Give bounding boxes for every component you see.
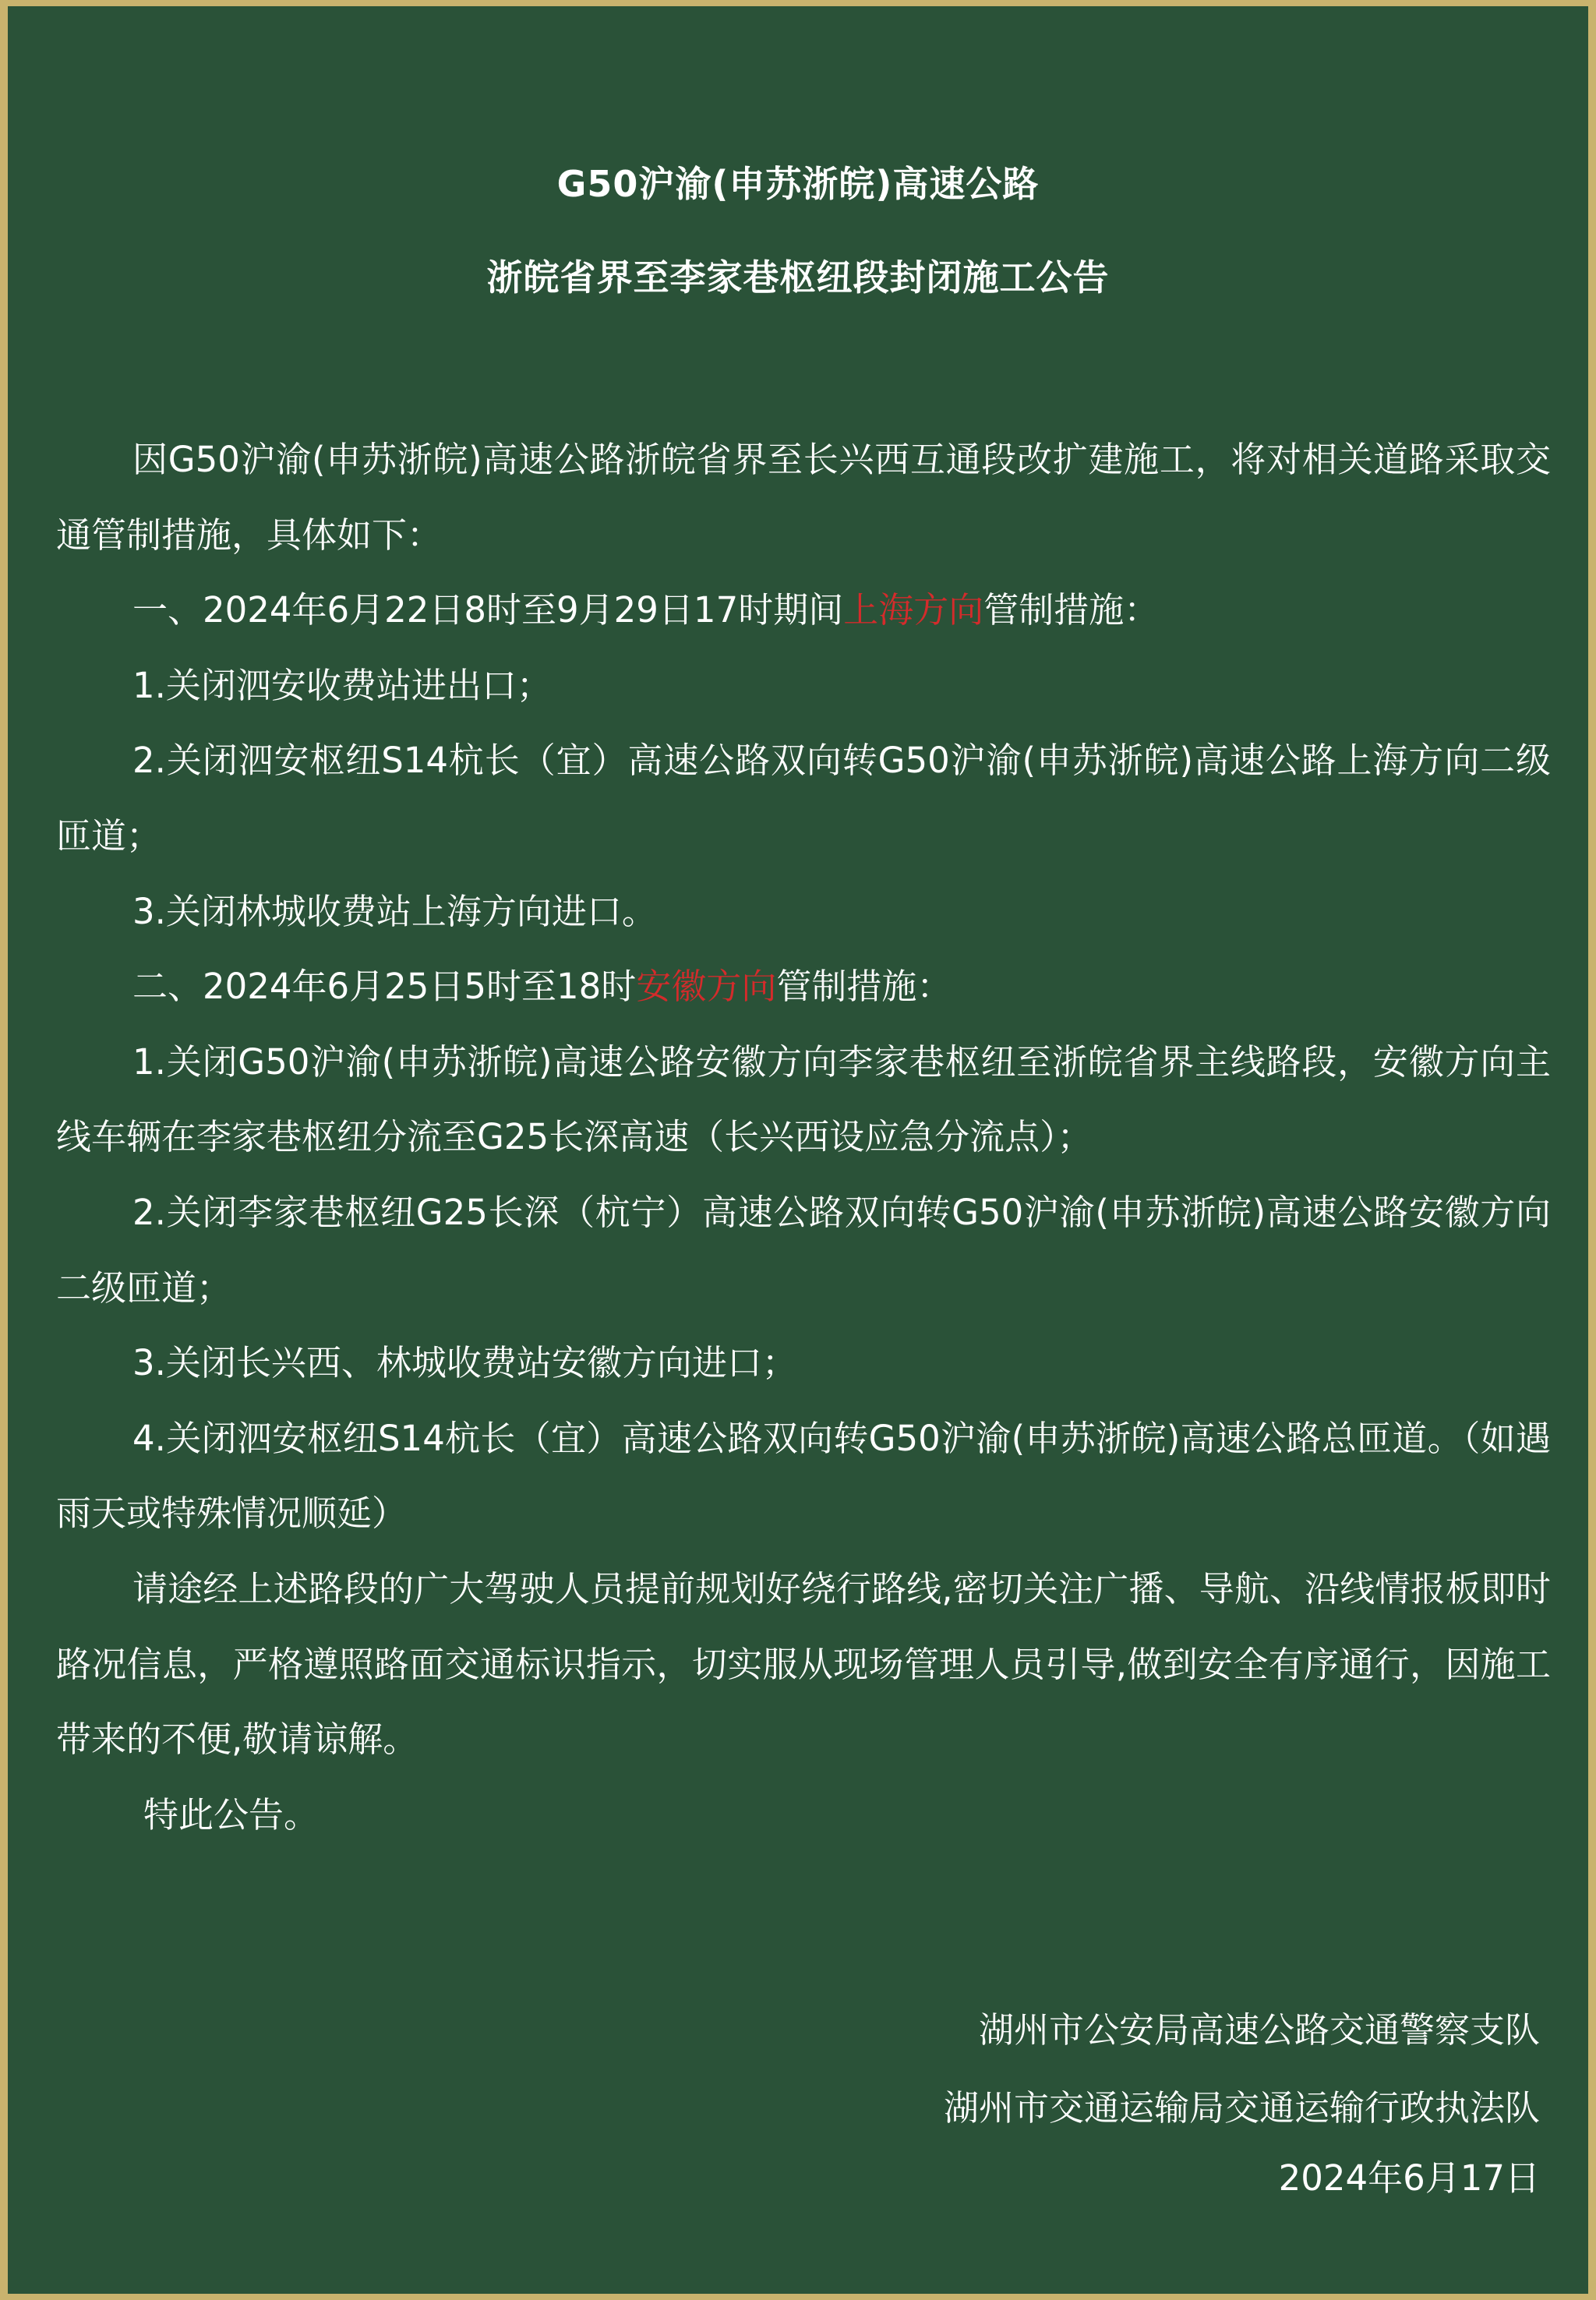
section-2-date: 二、2024年6月25日5时至18时 xyxy=(132,966,637,1008)
section-1-suffix: 管制措施： xyxy=(983,589,1160,631)
notice-subtitle: 浙皖省界至李家巷枢纽段封闭施工公告 xyxy=(486,256,1110,299)
section-2-item: 1.关闭G50沪渝(申苏浙皖)高速公路安徽方向李家巷枢纽至浙皖省界主线路段，安徽方向主线车辆在李家巷枢纽分流至G25长深高速（长兴西设应急分流点）； xyxy=(56,1040,1551,1158)
section-2-direction: 安徽方向 xyxy=(636,966,777,1008)
section-1-direction: 上海方向 xyxy=(843,589,984,631)
notice-body xyxy=(56,422,1551,1853)
section-1-item: 1.关闭泗安收费站进出口； xyxy=(132,664,552,706)
intro-paragraph: 因G50沪渝(申苏浙皖)高速公路浙皖省界至长兴西互通段改扩建施工，将对相关道路采取交通管制措施，具体如下： xyxy=(56,439,1551,556)
signature-date: 2024年6月17日 xyxy=(1278,2157,1540,2199)
signature-org-police: 湖州市公安局高速公路交通警察支队 xyxy=(978,2009,1540,2051)
section-1-date: 一、2024年6月22日8时至9月29日17时期间 xyxy=(132,589,844,631)
section-1-item: 2.关闭泗安枢纽S14杭长（宜）高速公路双向转G50沪渝(申苏浙皖)高速公路上海方向二级匝道； xyxy=(56,740,1551,857)
closing-paragraph: 请途经上述路段的广大驾驶人员提前规划好绕行路线,密切关注广播、导航、沿线情报板即时路况信息，严格遵照路面交通标识指示，切实服从现场管理人员引导,做到安全有序通行，因施工带来的不便,敬请谅解。 xyxy=(56,1567,1551,1761)
notice-end: 特此公告。 xyxy=(143,1793,320,1835)
section-2-suffix: 管制措施： xyxy=(776,966,952,1008)
section-2-heading xyxy=(56,949,1551,1025)
section-2-item: 4.关闭泗安枢纽S14杭长（宜）高速公路双向转G50沪渝(申苏浙皖)高速公路总匝道。（如遇雨天或特殊情况顺延） xyxy=(56,1417,1551,1535)
notice-board xyxy=(8,6,1588,2294)
section-1-heading xyxy=(56,573,1551,648)
section-2-item: 3.关闭长兴西、林城收费站安徽方向进口； xyxy=(132,1342,797,1384)
section-2-item: 2.关闭李家巷枢纽G25长深（杭宁）高速公路双向转G50沪渝(申苏浙皖)高速公路安徽方向二级匝道； xyxy=(56,1191,1551,1309)
signature-org-transport: 湖州市交通运输局交通运输行政执法队 xyxy=(943,2087,1540,2129)
section-1-item: 3.关闭林城收费站上海方向进口。 xyxy=(132,890,657,932)
notice-title: G50沪渝(申苏浙皖)高速公路 xyxy=(556,163,1040,205)
